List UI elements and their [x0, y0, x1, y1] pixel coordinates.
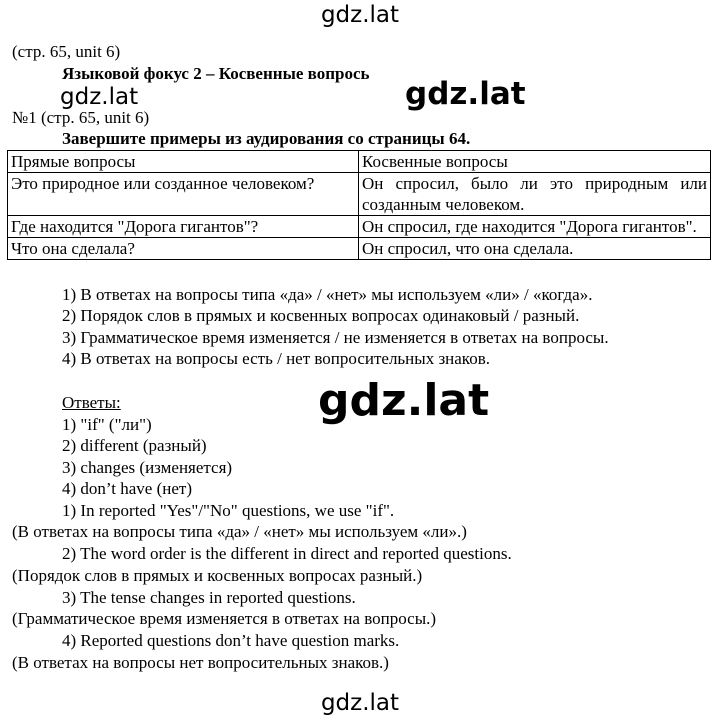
table-header-direct: Прямые вопросы	[8, 151, 359, 173]
watermark-bottom: gdz.lat	[320, 690, 400, 716]
full-answer-ru: (В ответах на вопросы нет вопросительных знаков.)	[12, 653, 389, 672]
answers-label: Ответы:	[62, 393, 121, 412]
indirect-question: Он спросил, было ли это природным или созданным человеком.	[359, 173, 711, 216]
full-answer-ru: (Грамматическое время изменяется в ответах на вопросы.)	[12, 609, 437, 628]
table-row	[8, 216, 711, 238]
full-answer-en: 1) In reported "Yes"/"No" questions, we use "if".	[62, 501, 395, 520]
watermark-small: gdz.lat	[60, 84, 139, 110]
full-answer-en: 3) The tense changes in reported questions.	[62, 588, 356, 607]
statement: 3) Грамматическое время изменяется / не изменяется в ответах на вопросы.	[62, 328, 609, 347]
statement: 1) В ответах на вопросы типа «да» / «нет» мы используем «ли» / «когда».	[62, 285, 593, 304]
indirect-question: Он спросил, что она сделала.	[359, 238, 711, 260]
watermark-top: gdz.lat	[320, 2, 400, 28]
statement: 4) В ответах на вопросы есть / нет вопросительных знаков.	[62, 349, 490, 368]
direct-question: Где находится "Дорога гигантов"?	[8, 216, 359, 238]
short-answer: 1) "if" ("ли")	[62, 415, 152, 434]
statement: 2) Порядок слов в прямых и косвенных вопросах одинаковый / разный.	[62, 306, 580, 325]
table-row	[8, 173, 711, 216]
exercise-reference: №1 (стр. 65, unit 6)	[12, 108, 150, 127]
full-answer-ru: (Порядок слов в прямых и косвенных вопросах разный.)	[12, 566, 423, 585]
questions-table	[7, 150, 711, 260]
direct-question: Что она сделала?	[8, 238, 359, 260]
watermark-bold: gdz.lat	[405, 76, 526, 112]
full-answer-ru: (В ответах на вопросы типа «да» / «нет» мы используем «ли».)	[12, 522, 467, 541]
page-reference: (стр. 65, unit 6)	[12, 42, 121, 61]
watermark-big: gdz.lat	[318, 375, 490, 426]
short-answer: 2) different (разный)	[62, 436, 207, 455]
indirect-question: Он спросил, где находится "Дорога гигантов".	[359, 216, 711, 238]
table-header-indirect: Косвенные вопросы	[359, 151, 711, 173]
short-answer: 3) changes (изменяется)	[62, 458, 233, 477]
focus-title: Языковой фокус 2 – Косвенные вопрось	[62, 64, 370, 83]
task-instruction: Завершите примеры из аудирования со страницы 64.	[62, 129, 471, 148]
direct-question: Это природное или созданное человеком?	[8, 173, 359, 216]
table-header-row	[8, 151, 711, 173]
table-row	[8, 238, 711, 260]
full-answer-en: 2) The word order is the different in direct and reported questions.	[62, 544, 512, 563]
short-answer: 4) don’t have (нет)	[62, 479, 192, 498]
full-answer-en: 4) Reported questions don’t have question marks.	[62, 631, 400, 650]
